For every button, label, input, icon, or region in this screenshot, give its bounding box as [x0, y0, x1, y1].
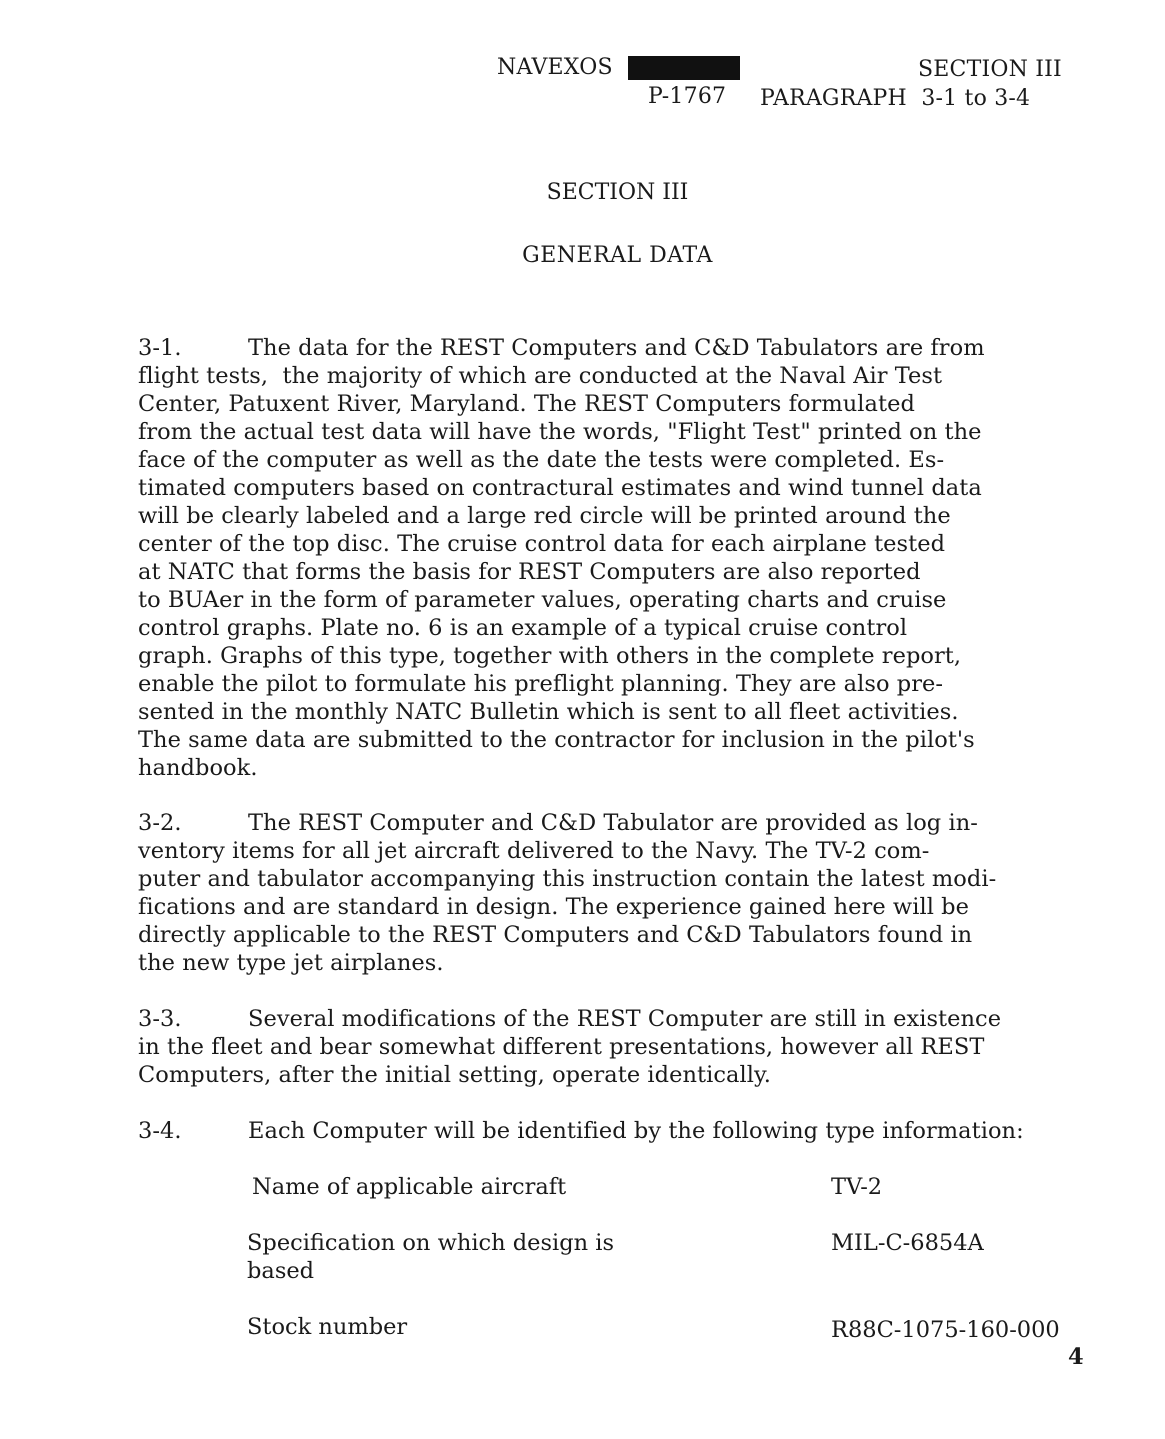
- paragraph-3-2: 3-2. The REST Computer and C&D Tabulator are provided as log in- ventory items for all jet aircraft delivered to the Navy. The TV-2 com- puter and tabulator accompanying this instruction contain the latest modi- fications and are standard in design. The experience gained here will be directly applicable to the REST Computers and C&D Tabulators found in the new type jet airplanes.: [138, 810, 997, 976]
- redaction-block: [628, 56, 740, 80]
- paragraph-number: 3-1.: [138, 335, 182, 361]
- paragraph-3-1: 3-1. The data for the REST Computers and C&D Tabulators are from flight tests, the majority of which are conducted at the Naval Air Test Center, Patuxent River, Maryland. The REST Computers formulated from the actual test data will have the words, "Flight Test" printed on the face of the computer as well as the date the tests were completed. Es- timated computers based on contractural estimates and wind tunnel data will be clearly labeled and a large red circle will be printed around the center of the top disc. The cruise control data for each airplane tested at NATC that forms the basis for REST Computers are also reported to BUAer in the form of parameter values, operating charts and cruise control graphs. Plate no. 6 is an example of a typical cruise control graph. Graphs of this type, together with others in the complete report, enable the pilot to formulate his preflight planning. They are also pre- sented in the monthly NATC Bulletin which is sent to all fleet activities. The same data are submitted to the contractor for inclusion in the pilot's handbook.: [138, 335, 985, 781]
- type-info-label: Stock number: [247, 1314, 408, 1340]
- page-heading: GENERAL DATA: [522, 243, 713, 268]
- page-number: 4: [1068, 1344, 1084, 1370]
- paragraph-3-3: 3-3. Several modifications of the REST Computer are still in existence in the fleet and bear somewhat different presentations, however all REST Computers, after the initial setting, operate identically.: [138, 1006, 1002, 1088]
- type-info-label: Name of applicable aircraft: [252, 1174, 567, 1200]
- paragraph-number: 3-3.: [138, 1006, 182, 1032]
- doc-number: P-1767: [648, 84, 727, 109]
- paragraph-3-4: 3-4. Each Computer will be identified by the following type information:: [138, 1118, 1024, 1144]
- paragraph-range: PARAGRAPH 3-1 to 3-4: [760, 86, 1031, 111]
- section-title: SECTION III: [546, 180, 689, 205]
- paragraph-number: 3-4.: [138, 1118, 182, 1144]
- type-info-value: R88C-1075-160-000: [831, 1317, 1060, 1343]
- doc-prefix: NAVEXOS: [497, 55, 613, 80]
- type-info-label: Specification on which design is: [247, 1230, 615, 1256]
- header-section: SECTION III: [918, 57, 1062, 82]
- type-info-value: TV-2: [831, 1174, 883, 1200]
- type-info-label-cont: based: [247, 1258, 315, 1284]
- type-info-value: MIL-C-6854A: [831, 1230, 984, 1256]
- paragraph-number: 3-2.: [138, 810, 182, 836]
